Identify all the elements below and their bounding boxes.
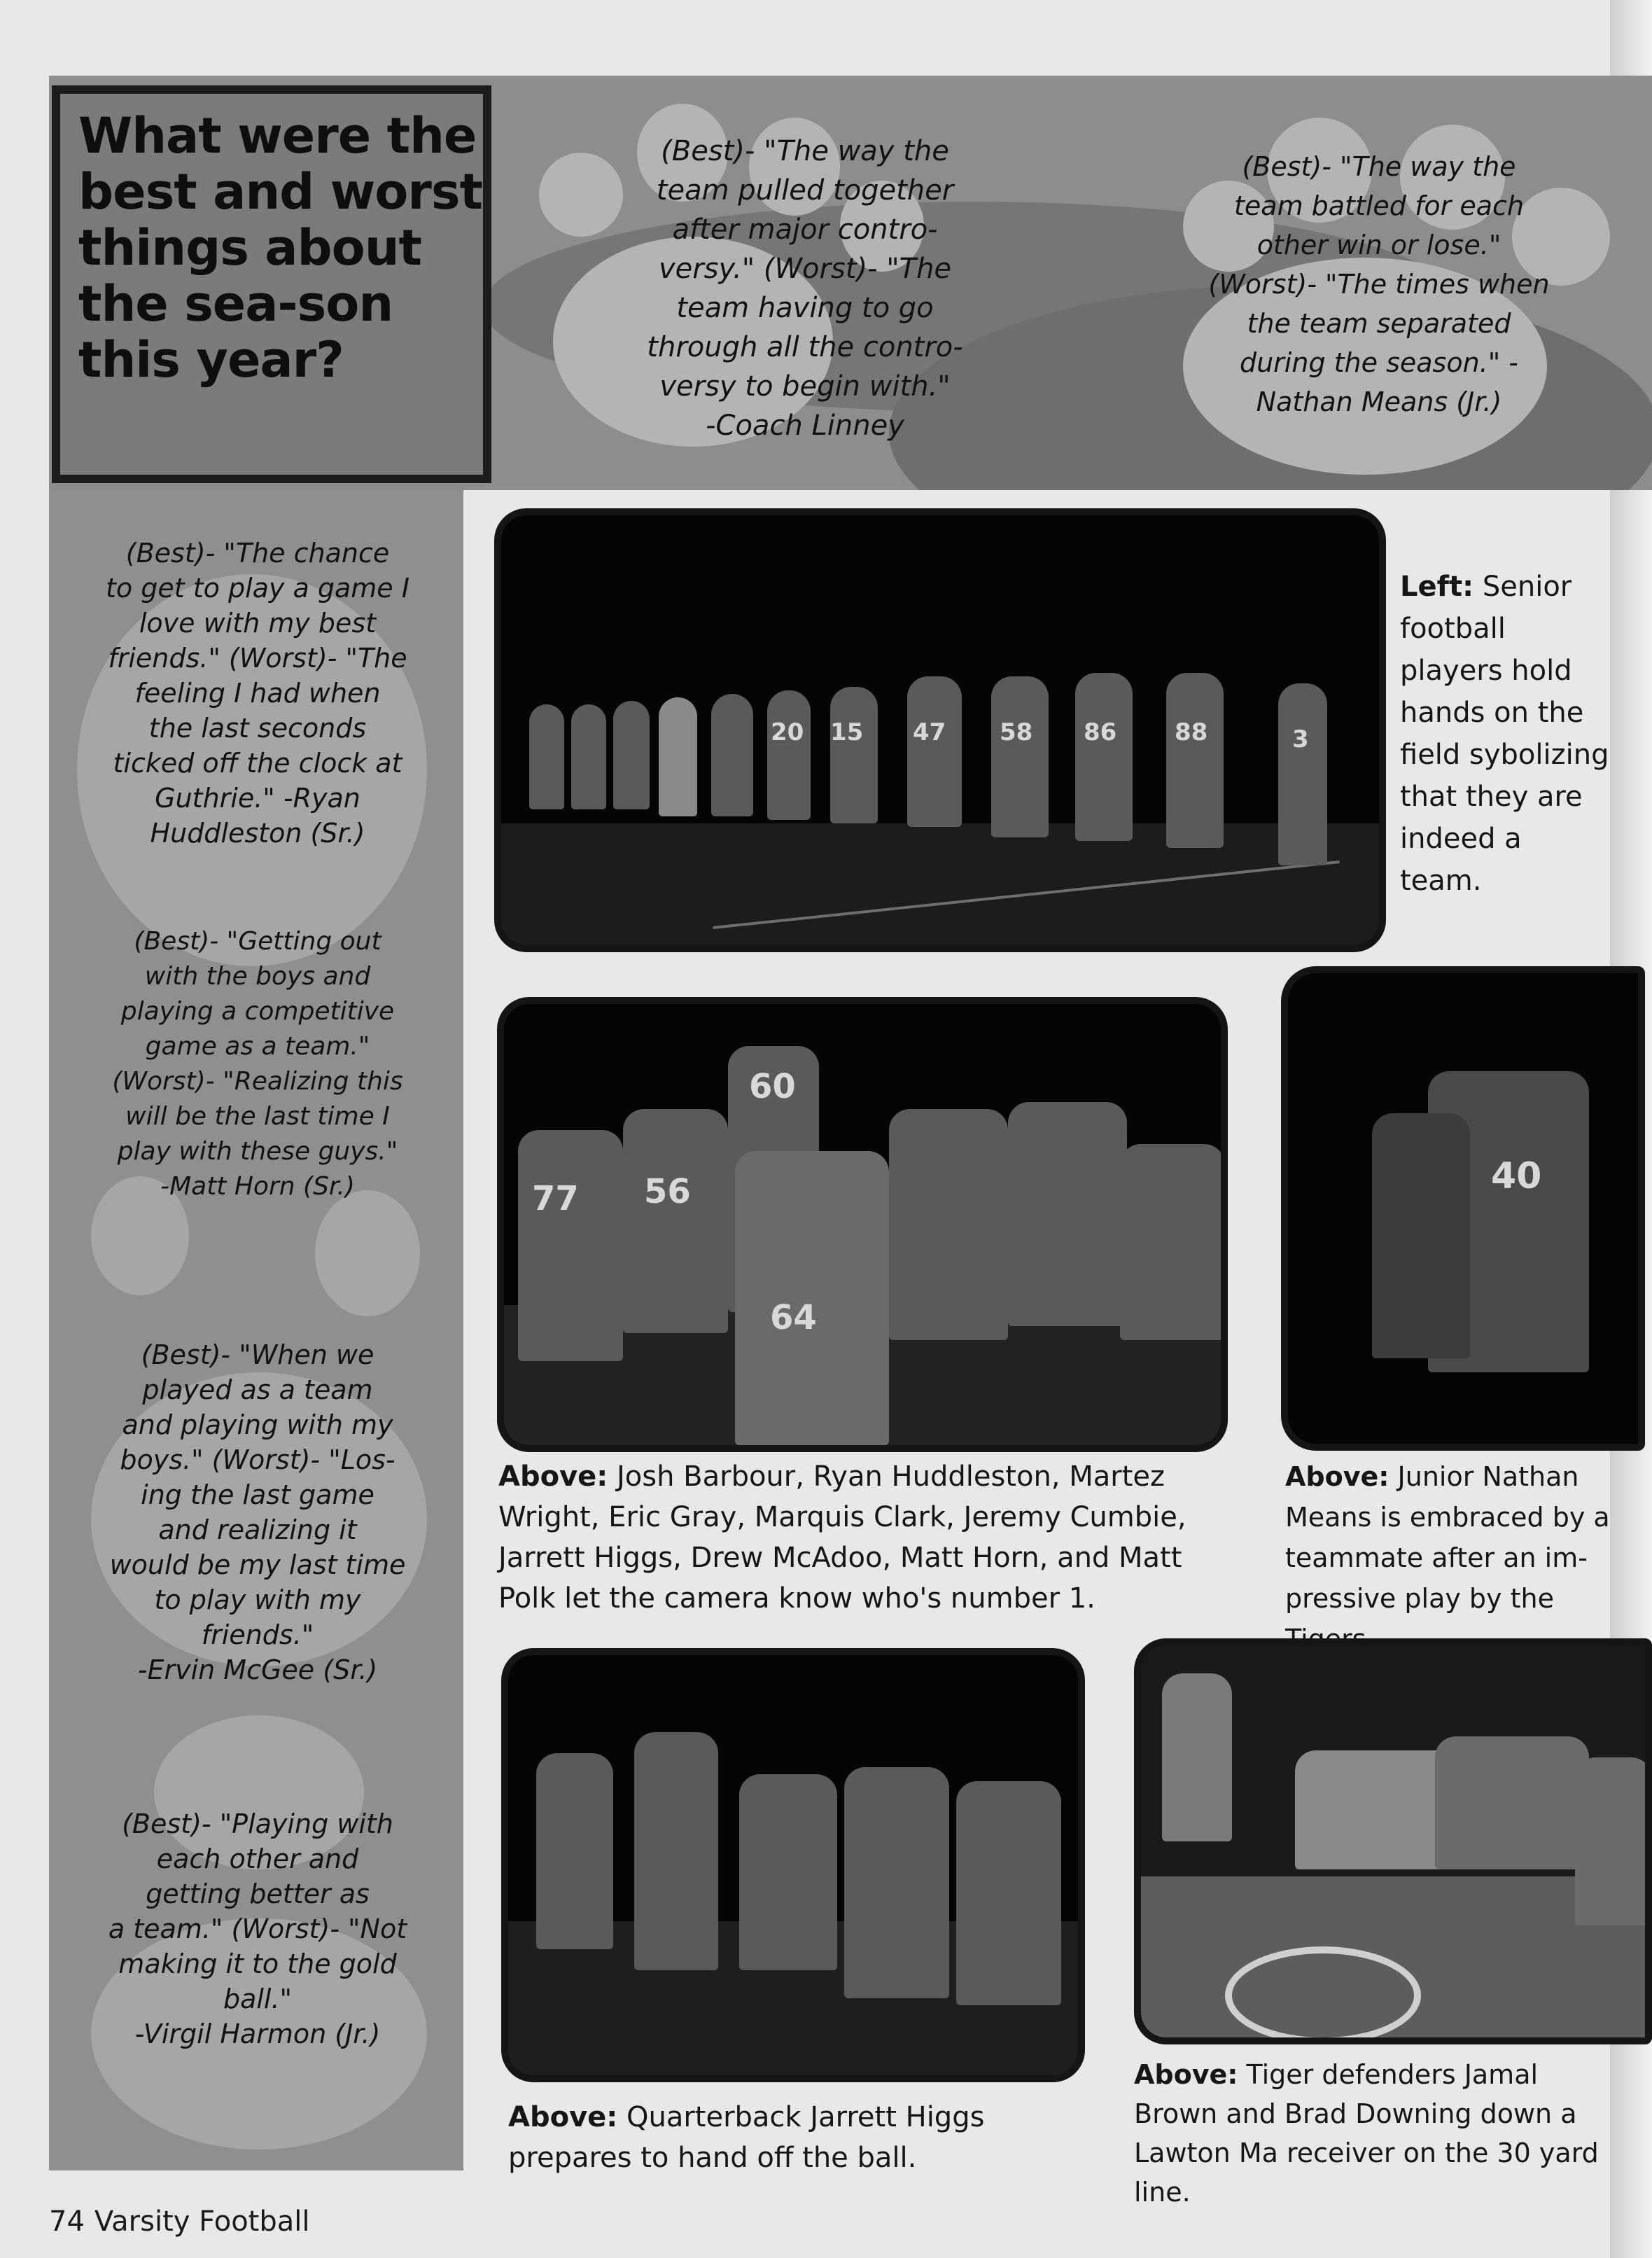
player-figure	[711, 694, 753, 816]
jersey-number: 58	[1000, 718, 1033, 746]
player-figure	[956, 1781, 1061, 2005]
caption-defenders	[1134, 2055, 1610, 2212]
player-figure	[518, 1130, 623, 1361]
jersey-number: 56	[644, 1172, 691, 1211]
caption-bench	[498, 1456, 1233, 1619]
photo-quarterback	[501, 1648, 1085, 2082]
photo-defenders	[1134, 1638, 1652, 2044]
jersey-number: 77	[532, 1179, 579, 1218]
yard-number-30	[1225, 1946, 1421, 2044]
player-figure	[1075, 673, 1133, 841]
player-figure	[571, 704, 606, 809]
player-figure	[991, 676, 1049, 837]
player-figure	[1372, 1113, 1470, 1358]
player-figure	[739, 1774, 837, 1970]
paw-toe	[315, 1190, 420, 1316]
jersey-number: 86	[1084, 718, 1117, 746]
quote-matt-horn: (Best)- "Getting out with the boys and playing a competitive game as a team." (Worst)- "Realizing this will be the last time I play with these guys." -Matt Horn (Sr.)	[112, 927, 403, 1201]
section-name: Varsity Football	[94, 2205, 310, 2238]
player-figure	[844, 1767, 949, 1998]
player-figure	[536, 1753, 613, 1949]
player-figure	[634, 1732, 718, 1970]
player-figure	[1162, 1673, 1232, 1841]
jersey-number: 88	[1175, 718, 1208, 746]
quote-ervin-mcgee: (Best)- "When we played as a team and playing with my boys." (Worst)- "Los- ing the last game and realizing it would be my last time to play with my friends." -Ervin McGee (Sr.)	[109, 1339, 406, 1685]
caption-lead: Above:	[498, 1461, 608, 1493]
caption-text: Junior Nathan Means is embraced by a teammate after an im-pressive play by the	[1285, 1461, 1610, 1614]
page-footer	[49, 2205, 319, 2238]
quote-coach-linney: (Best)- "The way the team pulled together after major contro- versy." (Worst)- "The team having to go through all the contro- versy to begin with." -Coach Linney	[647, 135, 963, 442]
quote-nathan-means: (Best)- "The way the team battled for each other win or lose." (Worst)- "The times when the team separated during the season." - Nathan Means (Jr.)	[1208, 151, 1550, 417]
jersey-number: 64	[770, 1298, 817, 1337]
player-figure	[623, 1109, 728, 1333]
player-figure	[907, 676, 962, 827]
caption-text: Quarterback Jarrett Higgs prepares to hand off the ball.	[508, 2101, 985, 2174]
jersey-number: 47	[913, 718, 946, 746]
caption-text: Josh Barbour, Ryan Huddleston, Martez Wright, Eric Gray, Marquis Clark, Jeremy Cumbie, Jarrett Higgs, Drew McAdoo, Matt Horn, and Matt Polk let the camera know who's number 1.	[498, 1461, 1186, 1615]
question-box	[52, 85, 491, 483]
photo-field	[501, 823, 1386, 952]
player-figure	[1120, 1144, 1225, 1340]
question-heading: What were the best and worst things about the sea-son this year?	[78, 107, 483, 389]
player-figure	[1008, 1102, 1127, 1326]
page-number: 74	[49, 2205, 85, 2238]
quote-virgil-harmon: (Best)- "Playing with each other and getting better as a team." (Worst)- "Not making it to the gold ball." -Virgil Harmon (Jr.)	[108, 1809, 407, 2049]
photo-nathan-embrace	[1281, 966, 1645, 1451]
jersey-number: 40	[1491, 1155, 1542, 1197]
caption-lead: Left:	[1400, 571, 1474, 603]
player-figure	[1166, 673, 1224, 848]
caption-text: Senior football players hold hands on the field sybolizing that they are indeed a team.	[1400, 571, 1609, 897]
player-figure	[767, 690, 811, 820]
player-figure	[1278, 683, 1327, 865]
player-figure	[613, 701, 650, 809]
caption-quarterback	[508, 2097, 1082, 2178]
player-figure	[1575, 1757, 1652, 1925]
photo-bench-group	[497, 997, 1228, 1452]
jersey-number: 3	[1292, 725, 1309, 753]
jersey-number: 60	[749, 1067, 796, 1106]
jersey-number: 20	[771, 718, 804, 746]
caption-text: Tiger defenders Jamal Brown and Brad Downing down a Lawton Ma receiver on the 30 yard line.	[1134, 2059, 1599, 2208]
caption-lead: Above:	[1134, 2059, 1238, 2090]
player-figure	[1435, 1736, 1589, 1869]
caption-left	[1400, 566, 1610, 902]
referee-figure	[659, 697, 697, 816]
caption-nathan	[1285, 1456, 1621, 1659]
player-figure	[830, 687, 878, 823]
player-figure	[889, 1109, 1008, 1340]
photo-seniors-holding-hands	[494, 508, 1386, 952]
player-figure	[529, 704, 564, 809]
quote-ryan-huddleston: (Best)- "The chance to get to play a game I love with my best friends." (Worst)- "The feeling I had when the last seconds ticked off the clock at Guthrie." -Ryan Huddleston (Sr.)	[106, 538, 410, 849]
jersey-number: 15	[830, 718, 864, 746]
caption-lead: Above:	[1285, 1461, 1390, 1492]
caption-lead: Above:	[508, 2101, 618, 2133]
